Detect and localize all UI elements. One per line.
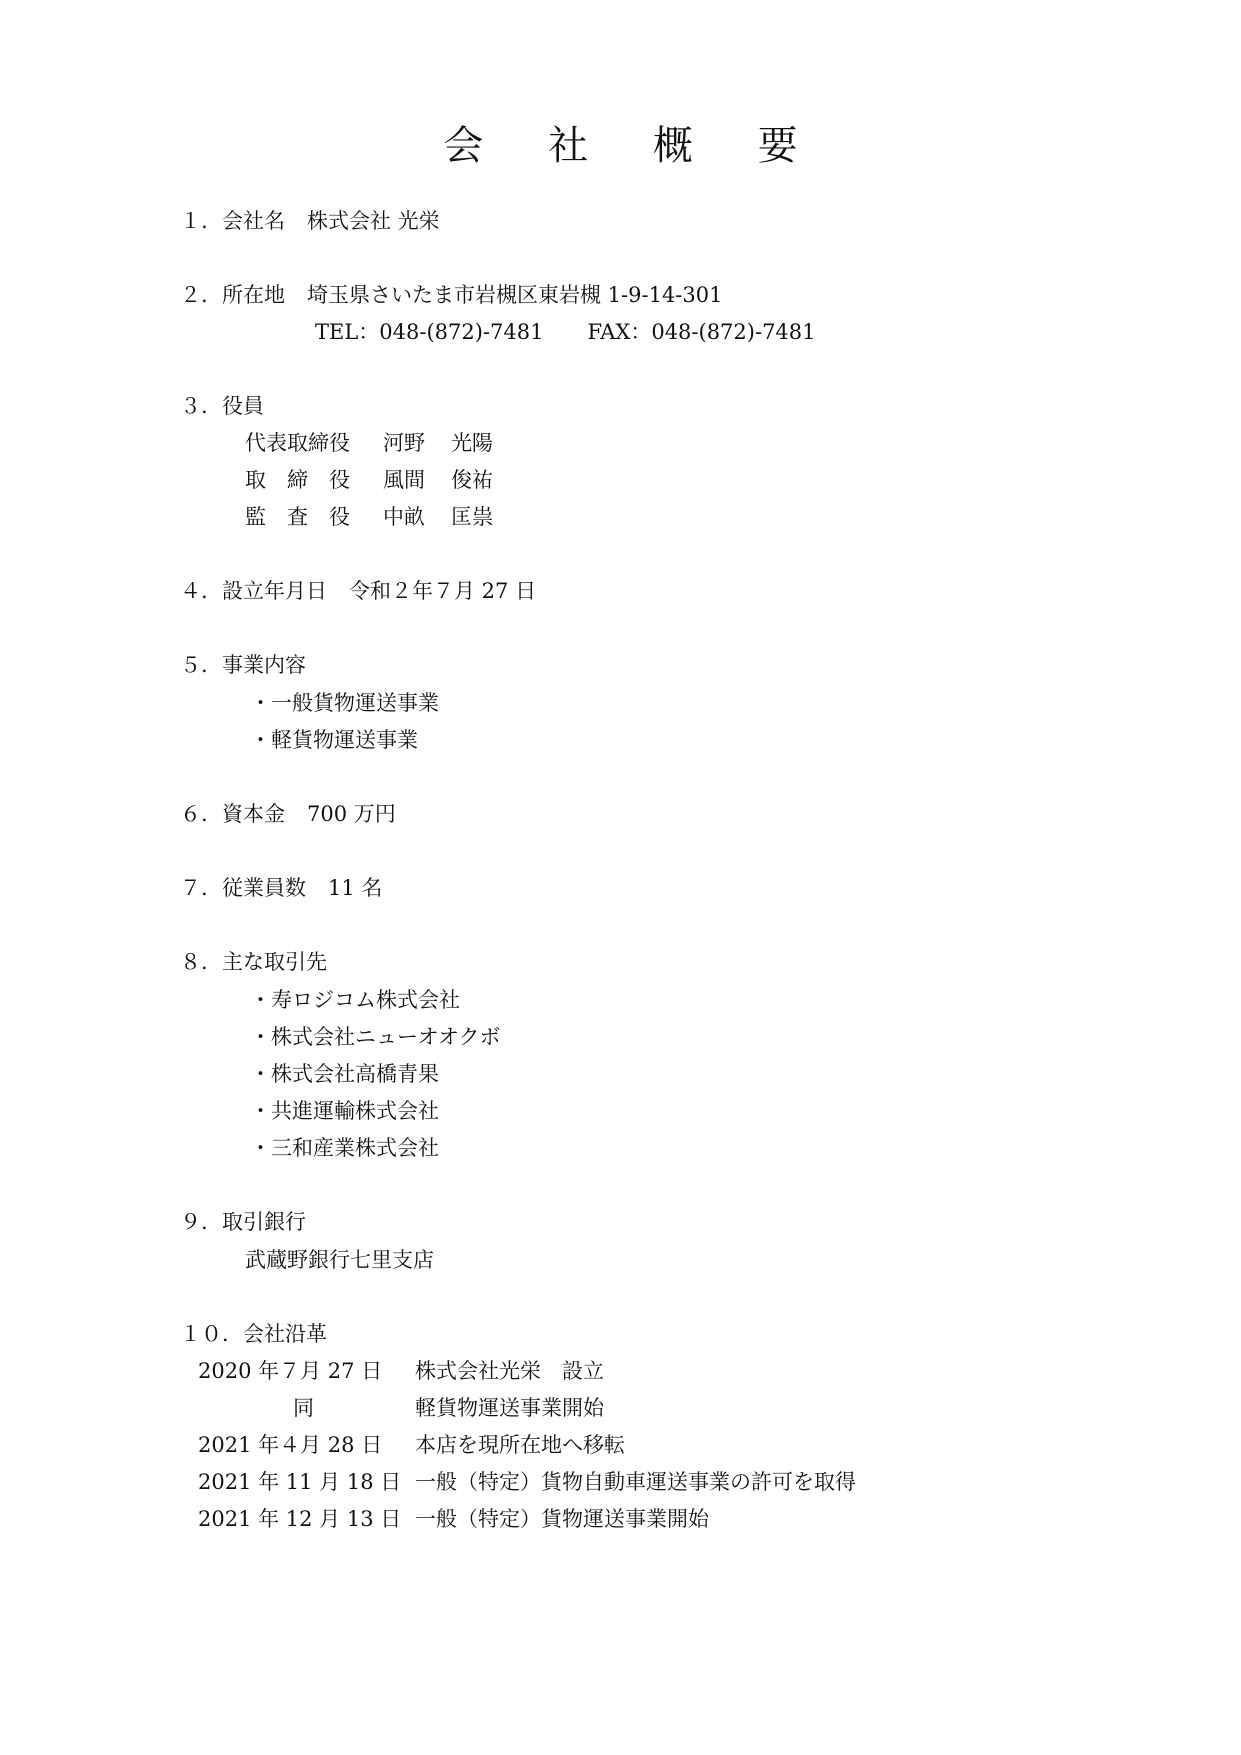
history-date: 2021 年４月 28 日 bbox=[198, 1433, 383, 1457]
section-label: １０．会社沿革 bbox=[180, 1322, 327, 1346]
section-number: ８. bbox=[180, 950, 208, 974]
history-event: 一般（特定）貨物自動車運送事業の許可を取得 bbox=[415, 1470, 856, 1494]
section-officers bbox=[180, 391, 264, 421]
company-name-value: 株式会社 光栄 bbox=[307, 209, 440, 233]
client-item: ・共進運輸株式会社 bbox=[250, 1099, 439, 1123]
history-row bbox=[198, 1430, 958, 1460]
history-event: 株式会社光栄 設立 bbox=[415, 1359, 604, 1383]
client-item: ・株式会社高橋青果 bbox=[250, 1062, 439, 1086]
section-label: 取引銀行 bbox=[222, 1210, 306, 1234]
officer-role: 代表取締役 bbox=[245, 431, 350, 455]
business-item: ・軽貨物運送事業 bbox=[250, 728, 418, 752]
section-number: ７. bbox=[180, 876, 208, 900]
officer-given-name: 俊祐 bbox=[451, 468, 493, 492]
history-date: 2021 年 12 月 13 日 bbox=[198, 1507, 402, 1531]
section-number: １. bbox=[180, 209, 208, 233]
officer-given-name: 光陽 bbox=[451, 431, 493, 455]
page-title: 会 社 概 要 bbox=[443, 123, 824, 169]
section-label: 資本金 bbox=[222, 802, 285, 826]
history-event: 本店を現所在地へ移転 bbox=[415, 1433, 625, 1457]
section-company-name bbox=[180, 206, 440, 236]
bank-value: 武蔵野銀行七里支店 bbox=[245, 1248, 434, 1272]
section-number: ２. bbox=[180, 283, 208, 307]
officer-role: 取 締 役 bbox=[245, 468, 350, 492]
section-label: 設立年月日 bbox=[222, 579, 327, 603]
section-label: 従業員数 bbox=[222, 876, 306, 900]
client-item: ・寿ロジコム株式会社 bbox=[250, 988, 460, 1012]
contact-line bbox=[315, 317, 816, 347]
history-event: 軽貨物運送事業開始 bbox=[415, 1396, 604, 1420]
employees-value: 11 名 bbox=[328, 876, 383, 900]
section-number: ４. bbox=[180, 579, 208, 603]
history-date: 2020 年７月 27 日 bbox=[198, 1359, 383, 1383]
section-established bbox=[180, 576, 536, 606]
section-label: 役員 bbox=[222, 394, 264, 418]
history-row bbox=[198, 1467, 958, 1497]
section-clients bbox=[180, 947, 327, 977]
section-label: 会社名 bbox=[222, 209, 285, 233]
section-number: ５. bbox=[180, 653, 208, 677]
officer-surname: 河野 bbox=[383, 431, 425, 455]
history-row bbox=[198, 1356, 958, 1386]
officer-surname: 中畝 bbox=[383, 505, 425, 529]
section-history bbox=[180, 1319, 327, 1349]
client-item: ・三和産業株式会社 bbox=[250, 1136, 439, 1160]
history-event: 一般（特定）貨物運送事業開始 bbox=[415, 1507, 709, 1531]
fax-number: FAX：048-(872)-7481 bbox=[587, 320, 816, 344]
address-value: 埼玉県さいたま市岩槻区東岩槻 1-9-14-301 bbox=[307, 283, 723, 307]
history-date: 2021 年 11 月 18 日 bbox=[198, 1470, 402, 1494]
section-label: 主な取引先 bbox=[222, 950, 327, 974]
officer-row bbox=[245, 502, 493, 532]
section-bank bbox=[180, 1207, 306, 1237]
section-number: ９. bbox=[180, 1210, 208, 1234]
section-employees bbox=[180, 873, 382, 903]
business-item: ・一般貨物運送事業 bbox=[250, 691, 439, 715]
officer-given-name: 匡祟 bbox=[451, 505, 493, 529]
officer-row bbox=[245, 465, 493, 495]
officer-role: 監 査 役 bbox=[245, 505, 350, 529]
section-capital bbox=[180, 799, 396, 829]
officer-surname: 風間 bbox=[383, 468, 425, 492]
section-label: 所在地 bbox=[222, 283, 285, 307]
section-location bbox=[180, 280, 723, 310]
history-date: 同 bbox=[293, 1396, 314, 1420]
section-label: 事業内容 bbox=[222, 653, 306, 677]
history-row bbox=[198, 1504, 958, 1534]
section-number: ６. bbox=[180, 802, 208, 826]
history-row bbox=[198, 1393, 958, 1423]
established-date: 令和２年７月 27 日 bbox=[349, 579, 537, 603]
capital-value: 700 万円 bbox=[307, 802, 396, 826]
tel-number: TEL：048-(872)-7481 bbox=[315, 320, 544, 344]
section-business bbox=[180, 650, 306, 680]
officer-row bbox=[245, 428, 493, 458]
client-item: ・株式会社ニューオオクボ bbox=[250, 1025, 501, 1049]
section-number: ３. bbox=[180, 394, 208, 418]
